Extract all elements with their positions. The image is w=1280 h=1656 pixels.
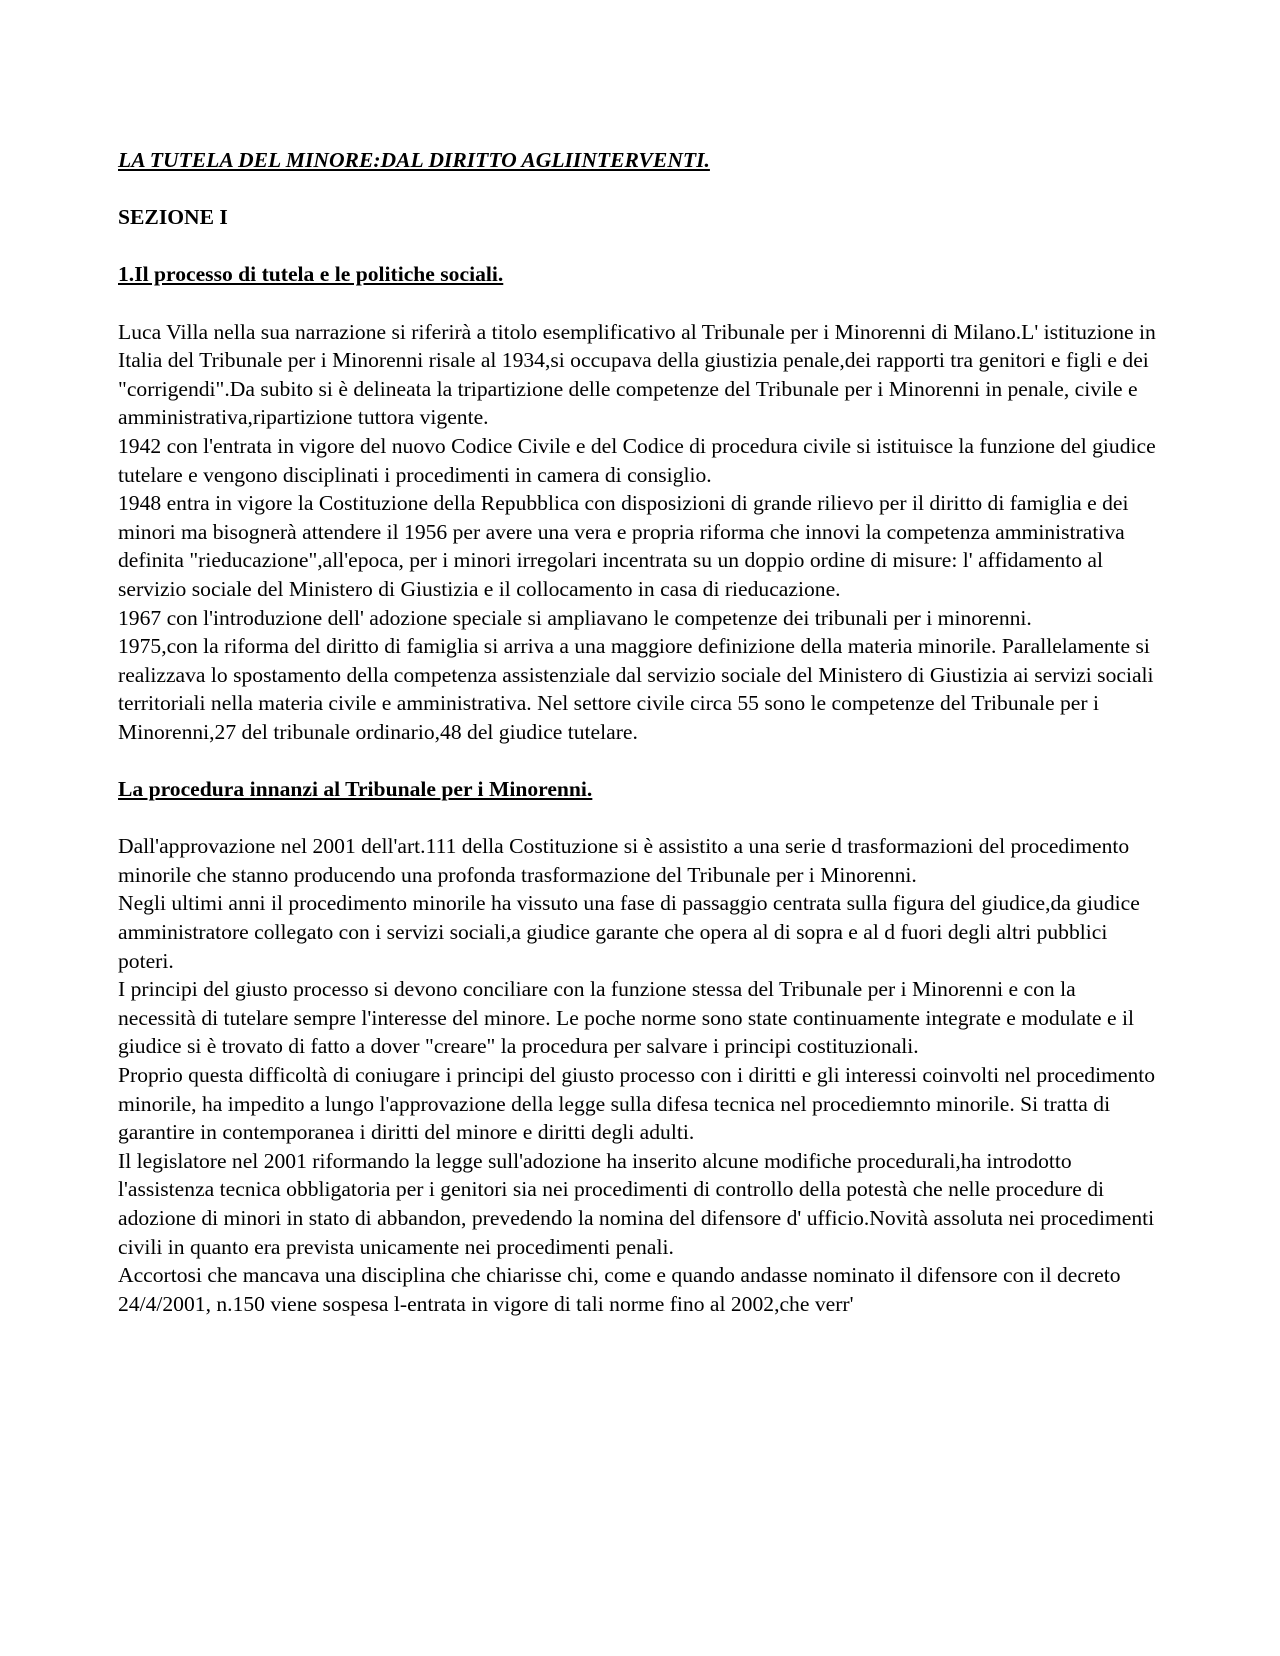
paragraph: Luca Villa nella sua narrazione si riferirà a titolo esemplificativo al Tribunale per i Minorenni di Milano.L' istituzione in Italia del Tribunale per i Minorenni risale al 1934,si occupava della giustizia penale,dei rapporti tra genitori e figli e dei "corrigendi".Da subito si è delineata la tripartizione delle competenze del Tribunale per i Minorenni in penale, civile e amministrativa,ripartizione tuttora vigente. — [118, 319, 1156, 430]
paragraph: 1975,con la riforma del diritto di famiglia si arriva a una maggiore definizione della materia minorile. Parallelamente si realizzava lo spostamento della competenza assistenziale dal servizio sociale del Ministero di Giustizia ai servizi sociali territoriali nella materia civile e amministrativa. Nel settore civile circa 55 sono le competenze del Tribunale per i Minorenni,27 del tribunale ordinario,48 del giudice tutelare. — [118, 634, 1154, 744]
section-heading-2: La procedura innanzi al Tribunale per i Minorenni. — [118, 777, 593, 802]
document-page — [118, 146, 1158, 1318]
paragraph-block-1 — [118, 318, 1158, 747]
document-title: LA TUTELA DEL MINORE:DAL DIRITTO AGLIINTERVENTI. — [118, 148, 710, 172]
paragraph: Proprio questa difficoltà di coniugare i principi del giusto processo con i diritti e gli interessi coinvolti nel procedimento minorile, ha impedito a lungo l'approvazione della legge sulla difesa tecnica nel procediemnto minorile. Si tratta di garantire in contemporanea i diritti del minore e diritti degli adulti. — [118, 1063, 1156, 1145]
paragraph-block-2 — [118, 832, 1158, 1318]
section-label: SEZIONE I — [118, 205, 228, 230]
paragraph: I principi del giusto processo si devono conciliare con la funzione stessa del Tribunale per i Minorenni e con la necessità di tutelare sempre l'interesse del minore. Le poche norme sono state continuamente integrate e modulate e il giudice si è trovato di fatto a dover "creare" la procedura per salvare i principi costituzionali. — [118, 977, 1135, 1059]
paragraph: Dall'approvazione nel 2001 dell'art.111 della Costituzione si è assistito a una serie d trasformazioni del procedimento minorile che stanno producendo una profonda trasformazione del Tribunale per i Minorenni. — [118, 834, 1130, 887]
paragraph: 1967 con l'introduzione dell' adozione speciale si ampliavano le competenze dei tribunali per i minorenni. — [118, 605, 1032, 630]
paragraph: 1948 entra in vigore la Costituzione della Repubblica con disposizioni di grande rilievo per il diritto di famiglia e dei minori ma bisognerà attendere il 1956 per avere una vera e propria riforma che innovi la competenza amministrativa definita "rieducazione",all'epoca, per i minori irregolari incentrata su un doppio ordine di misure: l' affidamento al servizio sociale del Ministero di Giustizia e il collocamento in casa di rieducazione. — [118, 491, 1129, 601]
paragraph: 1942 con l'entrata in vigore del nuovo Codice Civile e del Codice di procedura civile si istituisce la funzione del giudice tutelare e vengono disciplinati i procedimenti in camera di consiglio. — [118, 433, 1156, 487]
section-heading-1: 1.Il processo di tutela e le politiche sociali. — [118, 262, 504, 287]
paragraph: Il legislatore nel 2001 riformando la legge sull'adozione ha inserito alcune modifiche procedurali,ha introdotto l'assistenza tecnica obbligatoria per i genitori sia nei procedimenti di controllo della potestà che nelle procedure di adozione di minori in stato di abbandon, prevedendo la nomina del difensore d' ufficio.Novità assoluta nei procedimenti civili in quanto era prevista unicamente nei procedimenti penali. — [118, 1148, 1155, 1259]
paragraph: Accortosi che mancava una disciplina che chiarisse chi, come e quando andasse nominato il difensore con il decreto 24/4/2001, n.150 viene sospesa l-entrata in vigore di tali norme fino al 2002,che verr' — [118, 1263, 1121, 1316]
paragraph: Negli ultimi anni il procedimento minorile ha vissuto una fase di passaggio centrata sulla figura del giudice,da giudice amministratore collegato con i servizi sociali,a giudice garante che opera al di sopra e al d fuori degli altri pubblici poteri. — [118, 891, 1140, 973]
